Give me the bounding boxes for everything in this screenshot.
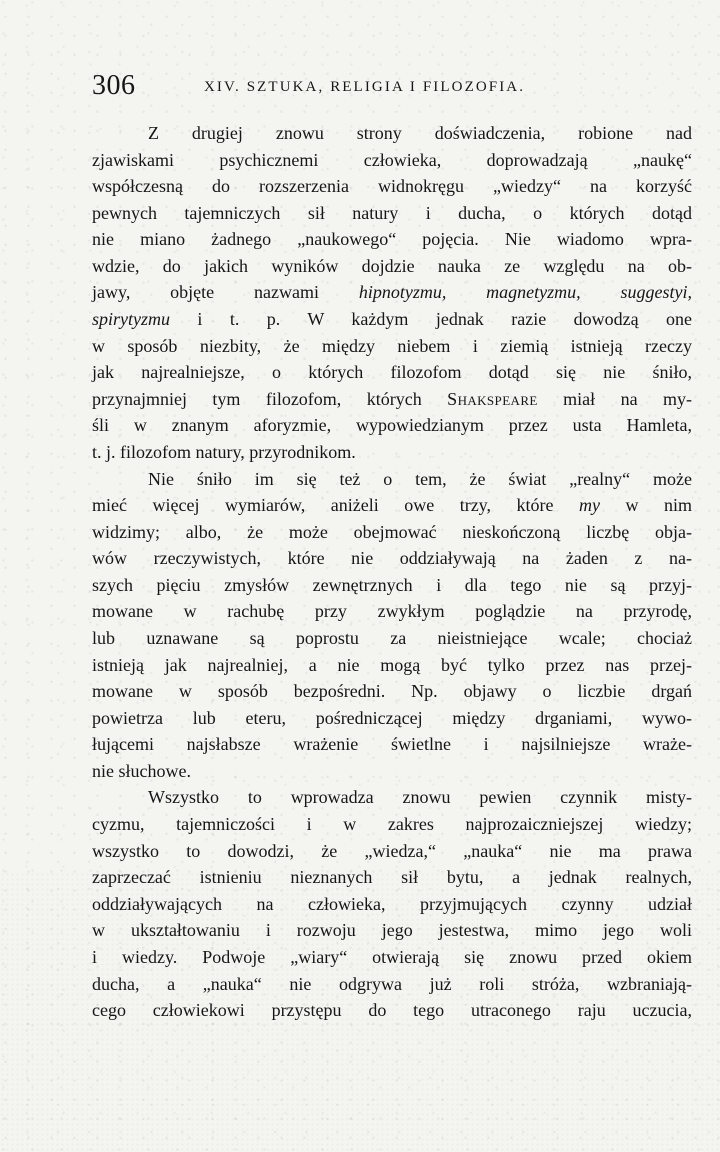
page-header <box>92 70 692 102</box>
text-line: lub uznawane są poprostu za nieistniejące wcale; chociaż <box>92 627 692 648</box>
text-line: spirytyzmu i t. p. W każdym jednak razie dowodzą one <box>92 309 692 330</box>
text-line: współczesną do rozszerzenia widnokręgu „wiedzy“ na korzyść <box>92 176 692 197</box>
page-number: 306 <box>92 70 136 101</box>
text-line: widzimy; albo, że może obejmować nieskończoną liczbę obja- <box>92 521 692 542</box>
text-line: w sposób niezbity, że między niebem i ziemią istnieją rzeczy <box>92 335 692 356</box>
text-line: i wiedzy. Podwoje „wiary“ otwierają się znowu przed okiem <box>92 946 692 967</box>
text-line: Nie śniło im się też o tem, że świat „realny“ może <box>148 468 692 489</box>
text-line: mowane w sposób bezpośredni. Np. objawy o liczbie drgań <box>92 681 692 702</box>
text-line: wdzie, do jakich wyników dojdzie nauka ze względu na ob- <box>92 255 692 276</box>
text-line: pewnych tajemniczych sił natury i ducha, o których dotąd <box>92 202 692 223</box>
text-line: cyzmu, tajemniczości i w zakres najprozaiczniejszej wiedzy; <box>92 814 692 835</box>
text-line: jak najrealniejsze, o których filozofom dotąd się nie śniło, <box>92 362 692 383</box>
text-line: ducha, a „nauka“ nie odgrywa już roli stróża, wzbraniają- <box>92 973 692 994</box>
text-line: mowane w rachubę przy zwykłym poglądzie na przyrodę, <box>92 601 692 622</box>
text-line: przynajmniej tym filozofom, których Shakspeare miał na my- <box>92 388 692 409</box>
text-line: śli w znanym aforyzmie, wypowiedzianym przez usta Hamleta, <box>92 415 692 436</box>
text-line: zaprzeczać istnieniu nieznanych sił bytu, a jednak realnych, <box>92 867 692 888</box>
text-line: Wszystko to wprowadza znowu pewien czynnik misty- <box>148 787 692 808</box>
text-line: oddziaływających na człowieka, przyjmujących czynny udział <box>92 893 692 914</box>
text-line: nie słuchowe. <box>92 760 191 781</box>
text-line: zjawiskami psychicznemi człowieka, doprowadzają „naukę“ <box>92 149 692 170</box>
text-line: w ukształtowaniu i rozwoju jego jestestwa, mimo jego woli <box>92 920 692 941</box>
text-line: istnieją jak najrealniej, a nie mogą być tylko przez nas przej- <box>92 654 692 675</box>
text-line: cego człowiekowi przystępu do tego utraconego raju uczucia, <box>92 1000 692 1021</box>
text-line: wszystko to dowodzi, że „wiedza,“ „nauka“ nie ma prawa <box>92 840 692 861</box>
text-line: mieć więcej wymiarów, aniżeli owe trzy, które my w nim <box>92 495 692 516</box>
text-line: jawy, objęte nazwami hipnotyzmu, magnetyzmu, suggestyi, <box>92 282 692 303</box>
text-line: Z drugiej znowu strony doświadczenia, robione nad <box>148 123 692 143</box>
body-text <box>92 120 692 1024</box>
running-head: XIV. SZTUKA, RELIGIA I FILOZOFIA. <box>204 79 526 95</box>
text-line: wów rzeczywistych, które nie oddziaływają na żaden z na- <box>92 548 692 569</box>
text-line: nie miano żadnego „naukowego“ pojęcia. Nie wiadomo wpra- <box>92 229 692 250</box>
text-line: powietrza lub eteru, pośredniczącej między drganiami, wywo- <box>92 707 692 728</box>
text-line: t. j. filozofom natury, przyrodnikom. <box>92 441 356 462</box>
text-line: szych pięciu zmysłów zewnętrznych i dla tego nie są przyj- <box>92 574 692 595</box>
text-line: łującemi najsłabsze wrażenie świetlne i najsilniejsze wraże- <box>92 734 692 755</box>
